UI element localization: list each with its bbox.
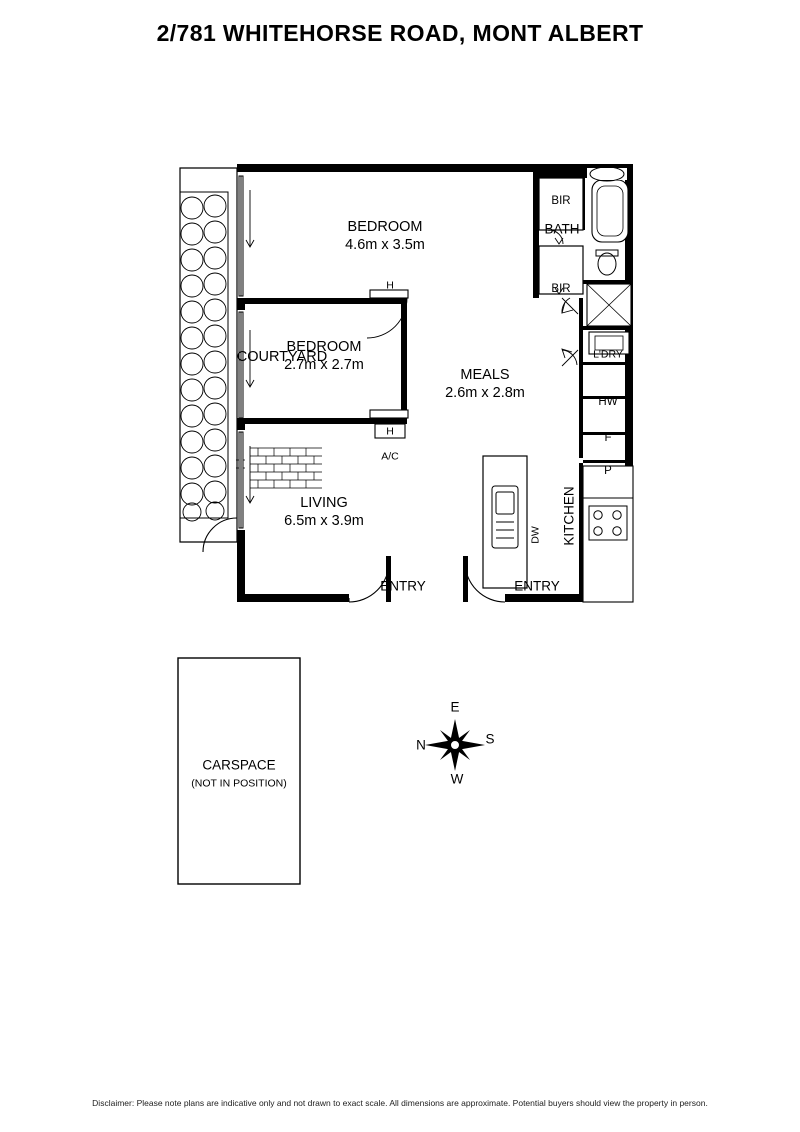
page-title: 2/781 WHITEHORSE ROAD, MONT ALBERT — [156, 20, 644, 46]
compass-label-west: W — [450, 771, 464, 787]
fixture-label-dishwasher: DW — [529, 526, 542, 544]
floorplan-diagram — [100, 150, 700, 930]
fixture-label-bir-top: BIR — [551, 194, 571, 207]
area-label-laundry: L'DRY — [593, 348, 623, 361]
fixture-label-heater-lower: H — [386, 425, 394, 438]
compass-label-north: N — [416, 737, 426, 753]
area-label-courtyard: COURTYARD — [236, 348, 328, 365]
area-label-kitchen: KITCHEN — [561, 486, 577, 546]
disclaimer-text: Disclaimer: Please note plans are indicative only and not drawn to exact scale. All dimensions are approximate. Potential buyers should view the property in person. — [92, 1098, 708, 1108]
area-label-entry-left: ENTRY — [380, 578, 426, 594]
room-label-bedroom-main: BEDROOM 4.6m x 3.5m — [345, 218, 425, 253]
room-label-bedroom-second: BEDROOM 2.7m x 2.7m — [284, 338, 364, 373]
area-label-entry-right: ENTRY — [514, 578, 560, 594]
compass-label-east: E — [450, 699, 460, 715]
carspace-note: (NOT IN POSITION) — [191, 777, 287, 790]
fixture-label-fridge: F — [604, 431, 612, 444]
fixture-label-heater-top: H — [386, 279, 394, 292]
floorplan-svg — [100, 150, 700, 930]
fixture-label-pantry: P — [604, 464, 612, 477]
fixture-label-bir-lower: BIR — [551, 282, 571, 295]
fixture-label-hw: HW — [598, 395, 618, 408]
area-label-bath: BATH — [544, 221, 580, 237]
compass-label-south: S — [485, 731, 495, 747]
carspace-label: CARSPACE — [202, 757, 276, 773]
fixture-label-ac: A/C — [381, 450, 399, 463]
room-label-meals: MEALS 2.6m x 2.8m — [445, 366, 525, 401]
room-label-living: LIVING 6.5m x 3.9m — [284, 494, 364, 529]
